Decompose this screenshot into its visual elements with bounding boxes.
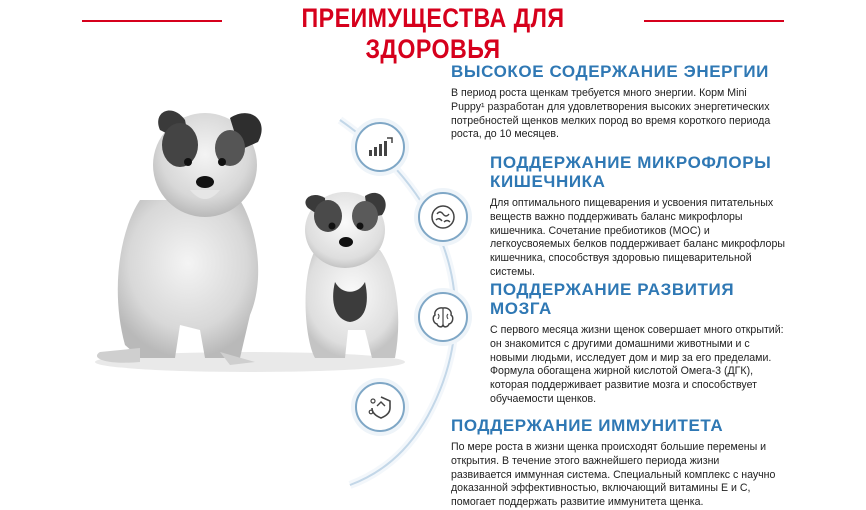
section-text: По мере роста в жизни щенка происходят большие перемены и открытия. В течение этого важнейшего периода жизни развивается иммунная система. Специальный комплекс с научно доказанной эффективностью, включающий витамины Е и С, помогает поддержать развитие иммунитета щенка. (451, 441, 776, 509)
section-energy (451, 62, 781, 142)
section-heading-line: КИШЕЧНИКА (490, 172, 606, 191)
section-heading-line: ПОДДЕРЖАНИЕ МИКРОФЛОРЫ (490, 153, 772, 172)
shield-immunity-icon (355, 382, 405, 432)
section-heading-line: ПОДДЕРЖАНИЕ ИММУНИТЕТА (451, 416, 724, 435)
title-divider-right (644, 20, 784, 22)
adult-dog (97, 111, 262, 365)
section-heading-line: ВЫСОКОЕ СОДЕРЖАНИЕ ЭНЕРГИИ (451, 62, 769, 81)
section-microflora (490, 153, 790, 280)
section-heading (451, 62, 781, 81)
section-heading (490, 280, 790, 318)
section-text: С первого месяца жизни щенок совершает много открытий: он знакомится с другими домашними животными и с новыми людьми, исследует дом и мир за его пределами. Формула обогащена жирной кислотой Омега-3 (ДГК), которая поддерживает развитие мозга и способствует обучаемости щенков. (490, 324, 784, 405)
page-title: ПРЕИМУЩЕСТВА ДЛЯ ЗДОРОВЬЯ (301, 3, 565, 64)
section-heading (490, 153, 790, 191)
section-immunity (451, 416, 781, 510)
section-heading (451, 416, 781, 435)
section-heading-line: МОЗГА (490, 299, 552, 318)
section-heading-line: ПОДДЕРЖАНИЕ РАЗВИТИЯ (490, 280, 735, 299)
brain-icon (418, 292, 468, 342)
section-text: Для оптимального пищеварения и усвоения питательных веществ важно поддерживать баланс микрофлоры кишечника. Сочетание пребиотиков (МОС) и легкоусвояемых белков поддерживает баланс микрофлоры кишечника, способствуя здоровью пищеварительной системы. (490, 197, 785, 278)
energy-bars-icon (355, 122, 405, 172)
bacteria-icon (418, 192, 468, 242)
section-text: В период роста щенкам требуется много энергии. Корм Mini Puppy¹ разработан для удовлетворения высоких энергетических потребностей щенков мелких пород во время короткого периода роста, до 10 месяцев. (451, 87, 771, 141)
page-header (0, 0, 866, 64)
title-divider-left (82, 20, 222, 22)
section-brain (490, 280, 790, 407)
